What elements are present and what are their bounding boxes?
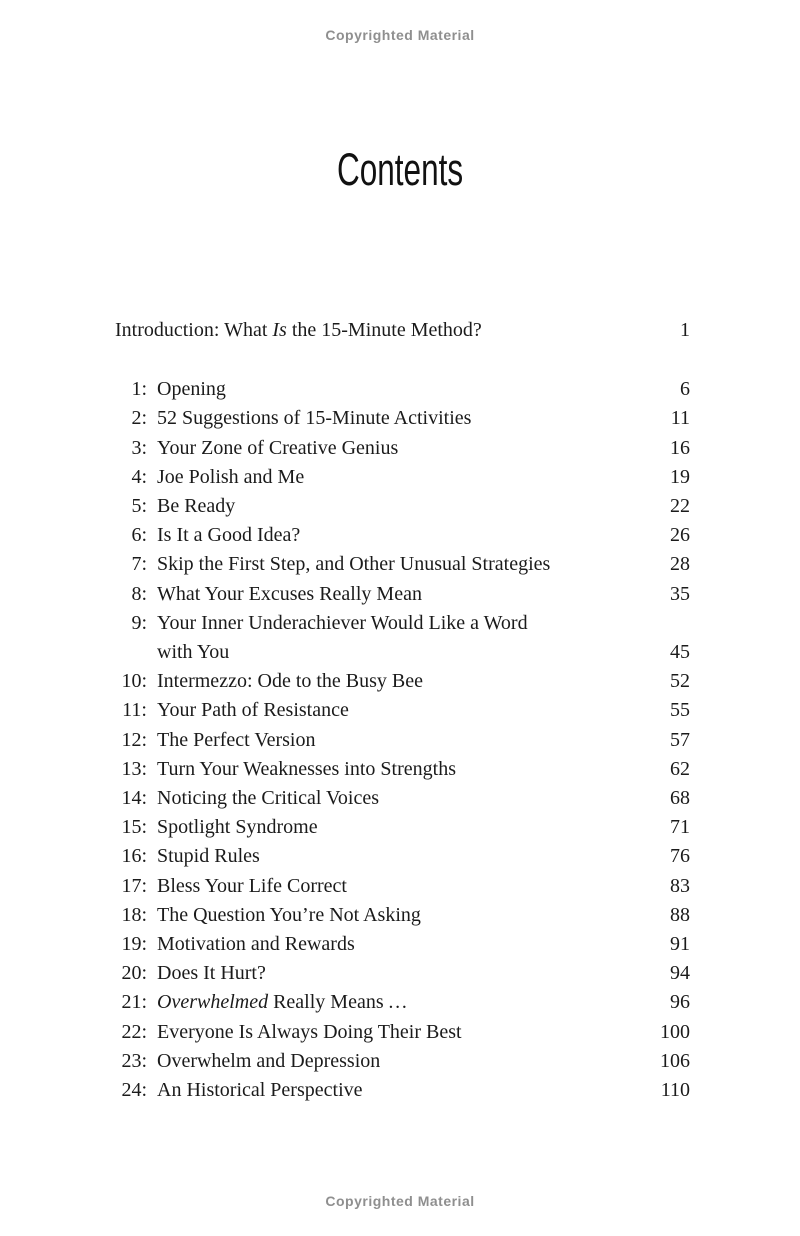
- text-segment: 52 Suggestions of 15-Minute Activities: [157, 407, 472, 430]
- toc-page-number: 22: [670, 495, 690, 518]
- toc-chapter-title: [157, 550, 640, 579]
- toc-page-number: 28: [670, 553, 690, 576]
- toc-chapter-title: [157, 726, 640, 755]
- text-segment: Stupid Rules: [157, 845, 260, 868]
- toc-row: [115, 813, 690, 842]
- text-segment: Noticing the Critical Voices: [157, 787, 380, 810]
- toc-chapter-title: [157, 609, 640, 667]
- toc-row: [115, 404, 690, 433]
- toc-chapter-number: 21:: [121, 991, 147, 1014]
- toc-row: [115, 580, 690, 609]
- text-segment: The Perfect Version: [157, 728, 316, 751]
- toc-page-number: 110: [660, 1079, 690, 1102]
- toc-chapter-number: 15:: [121, 816, 147, 839]
- text-segment: the 15-Minute Method?: [286, 319, 482, 341]
- toc-chapter-title: [157, 988, 640, 1017]
- toc-chapter-title: [157, 434, 640, 463]
- text-segment: Your Zone of Creative Genius: [157, 436, 399, 459]
- toc-chapter-number: 6:: [131, 524, 147, 547]
- toc-chapter-number: 17:: [121, 874, 147, 897]
- text-segment: Opening: [157, 378, 226, 401]
- toc-page-number: 57: [670, 728, 690, 751]
- toc-chapter-title: [157, 521, 640, 550]
- text-segment: Really Means …: [268, 991, 408, 1014]
- toc-intro-page-number: 1: [680, 319, 690, 341]
- italic-text-segment: Overwhelmed: [157, 991, 269, 1014]
- toc-row: [115, 901, 690, 930]
- toc-chapter-number: 16:: [121, 845, 147, 868]
- toc-row: [115, 1076, 690, 1105]
- toc-chapter-title: [157, 1076, 640, 1105]
- toc-page-number: 35: [670, 582, 690, 605]
- toc-page-number: 19: [670, 465, 690, 488]
- toc-row: [115, 1018, 690, 1047]
- toc-chapter-title: [157, 696, 640, 725]
- toc-page-number: 100: [660, 1020, 690, 1043]
- toc-chapter-number: 7:: [131, 553, 147, 576]
- toc-page-number: 68: [670, 787, 690, 810]
- toc-row: [115, 696, 690, 725]
- text-segment: Introduction: What: [115, 319, 273, 341]
- toc-intro-row: [115, 316, 690, 345]
- toc-chapter-number: 9:: [131, 611, 147, 634]
- text-segment: Your Inner Underachiever Would Like a Word: [157, 611, 528, 634]
- toc-page-number: 16: [670, 436, 690, 459]
- toc-chapter-title: [157, 872, 640, 901]
- text-segment: Spotlight Syndrome: [157, 816, 318, 839]
- toc-page-number: 45: [670, 641, 690, 664]
- toc-row: [115, 930, 690, 959]
- toc-chapter-title: [157, 901, 640, 930]
- text-segment: Overwhelm and Depression: [157, 1049, 381, 1072]
- toc-chapter-title: [157, 492, 640, 521]
- toc-chapter-number: 12:: [121, 728, 147, 751]
- text-segment: Turn Your Weaknesses into Strengths: [157, 757, 456, 780]
- text-segment: Intermezzo: Ode to the Busy Bee: [157, 670, 424, 693]
- toc-intro-title: [115, 316, 640, 345]
- toc-row: [115, 726, 690, 755]
- toc-row: [115, 784, 690, 813]
- toc-row: [115, 463, 690, 492]
- toc-chapter-number: 23:: [121, 1049, 147, 1072]
- text-segment: Skip the First Step, and Other Unusual Strategies: [157, 553, 551, 576]
- toc-chapter-number: 19:: [121, 933, 147, 956]
- toc-chapter-title: [157, 1018, 640, 1047]
- copyright-notice-top: Copyrighted Material: [325, 27, 475, 43]
- toc-chapter-list: [115, 375, 690, 1105]
- toc-row: [115, 755, 690, 784]
- toc-page-number: 91: [670, 933, 690, 956]
- text-segment: The Question You’re Not Asking: [157, 903, 421, 926]
- toc-chapter-title: [157, 375, 640, 404]
- toc-chapter-number: 3:: [131, 436, 147, 459]
- toc-page-number: 76: [670, 845, 690, 868]
- toc-page-number: 106: [660, 1049, 690, 1072]
- toc-chapter-title: [157, 667, 640, 696]
- toc-page-number: 6: [680, 378, 690, 401]
- toc-chapter-number: 22:: [121, 1020, 147, 1043]
- page-title-text: Contents: [336, 144, 464, 195]
- page-title: [0, 144, 800, 196]
- toc-row: [115, 1047, 690, 1076]
- toc-page-number: 52: [670, 670, 690, 693]
- toc-page-number: 26: [670, 524, 690, 547]
- toc-chapter-number: 24:: [121, 1079, 147, 1102]
- toc-row: [115, 375, 690, 404]
- copyright-notice-bottom: Copyrighted Material: [325, 1193, 475, 1209]
- text-segment: What Your Excuses Really Mean: [157, 582, 422, 605]
- toc-chapter-number: 5:: [131, 495, 147, 518]
- toc-chapter-number: 13:: [121, 757, 147, 780]
- toc-chapter-title: [157, 842, 640, 871]
- toc-chapter-number: 1:: [131, 378, 147, 401]
- text-segment: Motivation and Rewards: [157, 933, 355, 956]
- toc-chapter-title: [157, 959, 640, 988]
- toc-page-number: 71: [670, 816, 690, 839]
- text-segment: Does It Hurt?: [157, 962, 266, 985]
- toc-page-number: 83: [670, 874, 690, 897]
- toc-chapter-number: 11:: [122, 699, 147, 722]
- toc-chapter-number: 2:: [131, 407, 147, 430]
- toc-page-number: 55: [670, 699, 690, 722]
- toc-chapter-number: 10:: [121, 670, 147, 693]
- toc-row: [115, 521, 690, 550]
- toc-row: [115, 842, 690, 871]
- toc-chapter-title: [157, 404, 640, 433]
- text-segment: An Historical Perspective: [157, 1079, 363, 1102]
- toc-chapter-number: 8:: [131, 582, 147, 605]
- table-of-contents: [115, 316, 690, 1105]
- toc-chapter-title: [157, 755, 640, 784]
- text-segment: Bless Your Life Correct: [157, 874, 347, 897]
- toc-page-number: 11: [670, 407, 690, 430]
- text-segment: Is It a Good Idea?: [157, 524, 301, 547]
- toc-chapter-title: [157, 1047, 640, 1076]
- toc-row: [115, 667, 690, 696]
- toc-chapter-number: 18:: [121, 903, 147, 926]
- toc-chapter-title: [157, 463, 640, 492]
- italic-text-segment: Is: [272, 319, 287, 341]
- toc-chapter-title: [157, 784, 640, 813]
- text-segment: Your Path of Resistance: [157, 699, 349, 722]
- toc-row: [115, 988, 690, 1017]
- toc-page-number: 62: [670, 757, 690, 780]
- toc-row: [115, 609, 690, 667]
- toc-row: [115, 492, 690, 521]
- toc-chapter-number: 14:: [121, 787, 147, 810]
- toc-row: [115, 872, 690, 901]
- toc-row: [115, 434, 690, 463]
- text-segment: Everyone Is Always Doing Their Best: [157, 1020, 462, 1043]
- toc-chapter-title: [157, 580, 640, 609]
- toc-chapter-number: 4:: [131, 465, 147, 488]
- toc-page-number: 88: [670, 903, 690, 926]
- toc-chapter-number: 20:: [121, 962, 147, 985]
- toc-page-number: 94: [670, 962, 690, 985]
- toc-row: [115, 550, 690, 579]
- text-segment: with You: [157, 641, 230, 664]
- toc-row: [115, 959, 690, 988]
- text-segment: Be Ready: [157, 495, 236, 518]
- toc-chapter-title: [157, 813, 640, 842]
- text-segment: Joe Polish and Me: [157, 465, 305, 488]
- toc-page-number: 96: [670, 991, 690, 1014]
- toc-chapter-title: [157, 930, 640, 959]
